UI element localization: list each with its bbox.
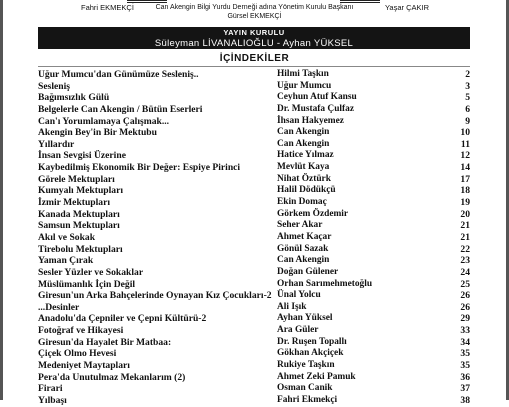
toc-entry-title: Akıl ve Sokak <box>38 231 96 243</box>
toc-entry <box>38 360 470 372</box>
credit-left: Fahri EKMEKÇİ <box>81 3 134 12</box>
toc-entry <box>38 244 470 256</box>
toc-entry <box>38 372 470 384</box>
toc-entry-title: Firari <box>38 383 63 395</box>
toc-entry-author: Hilmi Taşkın <box>277 69 329 79</box>
toc-entry <box>38 302 470 314</box>
toc-entry-title: Müslümanlık İçin Değil <box>38 278 136 290</box>
toc-entry <box>38 150 470 162</box>
toc-entry-page: 37 <box>460 383 470 395</box>
toc-entry-page: 6 <box>465 103 470 115</box>
toc-entry-title: Yılbaşı <box>38 394 67 406</box>
toc-entry-page: 2 <box>465 69 470 80</box>
toc-entry-title: Belgelerle Can Akengin / Bütün Eserleri <box>38 103 203 115</box>
toc-entry-author: Gökhan Akçiçek <box>277 348 344 359</box>
toc-entry-title: Giresun'da Hayalet Bir Matbaa: <box>38 336 172 348</box>
toc-entry-title: Samsun Mektupları <box>38 220 120 232</box>
toc-entry <box>38 92 470 104</box>
toc-entry-author: Can Akengin <box>277 138 330 149</box>
table-of-contents <box>38 69 470 407</box>
toc-entry-author: Ayhan Yüksel <box>277 313 333 324</box>
toc-entry-author: Fahri Ekmekçi <box>277 394 338 405</box>
toc-entry <box>38 255 470 267</box>
toc-entry <box>38 348 470 360</box>
toc-entry-page: 36 <box>460 371 470 383</box>
toc-entry-author: Rukiye Taşkın <box>277 360 335 371</box>
toc-entry <box>38 290 470 302</box>
toc-entry-page: 35 <box>460 360 470 372</box>
toc-entry-author: Ünal Yolcu <box>277 290 321 301</box>
toc-entry-page: 29 <box>460 313 470 325</box>
toc-entry-page: 5 <box>465 92 470 104</box>
toc-entry-page: 33 <box>460 325 470 337</box>
toc-entry-title: İnsan Sevgisi Üzerine <box>38 150 126 162</box>
toc-entry-page: 14 <box>460 162 470 174</box>
toc-entry-page: 25 <box>460 278 470 290</box>
toc-entry-author: Can Akengin <box>277 255 330 266</box>
toc-entry-author: Osman Canik <box>277 383 333 394</box>
toc-entry <box>38 139 470 151</box>
toc-entry-author: Ara Güler <box>277 325 319 336</box>
toc-entry <box>38 337 470 349</box>
toc-entry-author: Uğur Mumcu <box>277 80 332 91</box>
credit-right: Yaşar ÇAKIR <box>384 3 429 12</box>
toc-entry <box>38 174 470 186</box>
toc-entry-title: Çiçek Olmo Hevesi <box>38 348 117 360</box>
toc-entry-page: 17 <box>460 173 470 185</box>
toc-entry-title: Kumyalı Mektupları <box>38 185 124 197</box>
toc-entry-author: Ceyhun Atuf Kansu <box>277 92 357 103</box>
toc-entry-author: Görkem Özdemir <box>277 208 349 219</box>
toc-entry-title: İzmir Mektupları <box>38 197 111 209</box>
toc-entry <box>38 127 470 139</box>
toc-entry <box>38 395 470 407</box>
toc-entry <box>38 383 470 395</box>
toc-entry-author: Ali Işık <box>277 301 307 312</box>
toc-entry-title: Fotoğraf ve Hikayesi <box>38 325 124 337</box>
toc-entry-page: 38 <box>460 394 470 406</box>
toc-entry-page: 22 <box>460 243 470 255</box>
toc-entry-author: Orhan Sarımehmetoğlu <box>277 278 373 289</box>
toc-entry-title: Sesleniş <box>38 80 70 92</box>
toc-entry-page: 26 <box>460 290 470 302</box>
toc-entry <box>38 313 470 325</box>
toc-entry-title: Medeniyet Maytapları <box>38 360 130 372</box>
toc-entry-title: Yaman Çırak <box>38 255 94 267</box>
toc-entry <box>38 279 470 291</box>
toc-entry <box>38 267 470 279</box>
board-title: YAYIN KURULU <box>223 28 285 37</box>
toc-entry <box>38 116 470 128</box>
toc-entry-page: 21 <box>460 220 470 232</box>
toc-entry-page: 21 <box>460 231 470 243</box>
toc-entry-page: 12 <box>460 150 470 162</box>
toc-heading: İÇİNDEKİLER <box>219 53 290 64</box>
toc-entry-page: 23 <box>460 255 470 267</box>
toc-entry-author: Ekin Domaç <box>277 197 327 208</box>
editorial-board-band <box>38 27 470 49</box>
credit-center-line1: Can Akengin Bilgi Yurdu Derneği adına Yönetim Kurulu Başkanı <box>155 4 354 11</box>
toc-entry-author: Halil Dödükçü <box>277 185 336 196</box>
credit-center-line2: Gürsel EKMEKÇİ <box>227 13 282 20</box>
toc-entry-author: Ahmet Zeki Pamuk <box>277 371 356 382</box>
toc-entry-author: Doğan Gülener <box>277 266 339 277</box>
toc-entry-title: Bağımsızlık Gülü <box>38 92 110 104</box>
toc-entry-title: Can'ı Yorumlamaya Çalışmak... <box>38 115 170 127</box>
toc-entry-page: 10 <box>460 127 470 139</box>
toc-entry-author: Seher Akar <box>277 220 323 231</box>
toc-entry-page: 26 <box>460 301 470 313</box>
toc-entry-author: Dr. Mustafa Çulfaz <box>277 103 354 114</box>
toc-entry-page: 18 <box>460 185 470 197</box>
toc-entry-title: Sesler Yüzler ve Sokaklar <box>38 266 144 278</box>
toc-entry-title: Kaybedilmiş Ekonomik Bir Değer: Espiye Pirinci <box>38 162 241 174</box>
toc-entry-title: Pera'da Unutulmaz Mekanlarım (2) <box>38 371 186 383</box>
toc-entry-page: 19 <box>460 197 470 209</box>
toc-entry-page: 34 <box>460 336 470 348</box>
toc-entry-author: Can Akengin <box>277 127 330 138</box>
toc-entry-title: Akengin Bey'in Bir Mektubu <box>38 127 157 139</box>
board-editors: Süleyman LİVANALIOĞLU - Ayhan YÜKSEL <box>154 38 354 49</box>
toc-entry-author: Mevlüt Kaya <box>277 162 330 173</box>
toc-entry-author: Gönül Sazak <box>277 243 329 254</box>
toc-entry <box>38 197 470 209</box>
toc-entry-title: Anadolu'da Çepniler ve Çepni Kültürü-2 <box>38 313 207 325</box>
toc-entry-page: 9 <box>465 115 470 127</box>
masthead-credits <box>0 0 509 24</box>
toc-entry-title: Uğur Mumcu'dan Günümüze Sesleniş.. <box>38 69 199 80</box>
toc-entry-page: 3 <box>465 80 470 92</box>
toc-entry-title: Görele Mektupları <box>38 173 115 185</box>
credit-center <box>0 3 509 21</box>
toc-entry-page: 11 <box>460 138 470 150</box>
toc-entry <box>38 220 470 232</box>
toc-divider <box>38 66 470 67</box>
toc-entry <box>38 69 470 81</box>
toc-entry-title: Kanada Mektupları <box>38 208 120 220</box>
toc-entry-page: 24 <box>460 266 470 278</box>
toc-entry <box>38 104 470 116</box>
toc-entry <box>38 325 470 337</box>
toc-entry <box>38 232 470 244</box>
toc-entry-title: ...Desinler <box>38 301 80 313</box>
toc-entry-title: Yıllardır <box>38 138 75 150</box>
toc-entry <box>38 185 470 197</box>
toc-entry-title: Tirebolu Mektupları <box>38 243 123 255</box>
toc-entry <box>38 162 470 174</box>
toc-entry-author: Nihat Öztürk <box>277 173 331 184</box>
toc-entry-title: Giresun'un Arka Bahçelerinde Oynayan Kız Çocukları-2 <box>38 290 272 302</box>
toc-entry-page: 35 <box>460 348 470 360</box>
toc-entry-author: Ahmet Kaçar <box>277 231 332 242</box>
toc-entry <box>38 81 470 93</box>
toc-entry <box>38 209 470 221</box>
toc-entry-author: Dr. Ruşen Topallı <box>277 336 347 347</box>
toc-entry-page: 20 <box>460 208 470 220</box>
toc-entry-author: Hatice Yılmaz <box>277 150 334 161</box>
toc-entry-author: İhsan Hakyemez <box>277 115 344 126</box>
